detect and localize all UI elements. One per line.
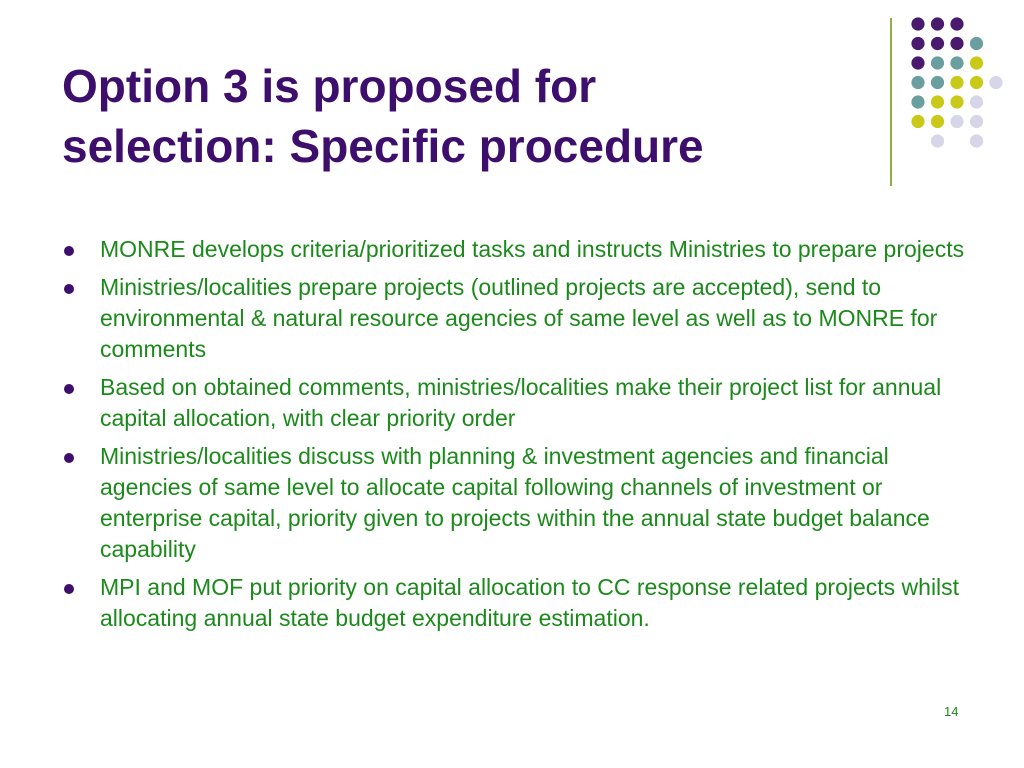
bullet-dot-icon (64, 453, 74, 463)
decorative-dot (970, 37, 983, 50)
decorative-dot (931, 76, 944, 89)
bullet-dot-icon (64, 246, 74, 256)
page-number: 14 (944, 704, 959, 719)
bullet-text: MONRE develops criteria/prioritized tasks and instructs Ministries to prepare projects (100, 236, 965, 262)
bullet-text: Ministries/localities discuss with planning & investment agencies and financial agencies of same level to allocate capital following channels of investment or enterprise capital, priority given to projects within the annual state budget balance capability (100, 443, 930, 562)
decorative-dot (931, 115, 944, 128)
bullet-item (62, 572, 982, 634)
bullet-text: MPI and MOF put priority on capital allocation to CC response related projects whilst allocating annual state budget expenditure estimation. (100, 574, 960, 631)
decorative-dot (911, 95, 924, 108)
bullet-text: Based on obtained comments, ministries/localities make their project list for annual capital allocation, with clear priority order (100, 374, 942, 431)
decorative-dot (911, 37, 924, 50)
decorative-dot (989, 76, 1002, 89)
decorative-dot (950, 95, 963, 108)
decorative-dot (931, 134, 944, 147)
bullet-item (62, 372, 982, 434)
bullet-dot-icon (64, 584, 74, 594)
decorative-dot (950, 76, 963, 89)
decorative-dot (950, 17, 963, 30)
decorative-dot (950, 115, 963, 128)
vertical-divider (890, 18, 892, 186)
slide-title-line-1: Option 3 is proposed for (62, 60, 597, 112)
decorative-dot (931, 95, 944, 108)
decorative-dot (970, 76, 983, 89)
bullet-dot-icon (64, 384, 74, 394)
decorative-dot (950, 37, 963, 50)
decorative-dot (970, 56, 983, 69)
decorative-dot (911, 115, 924, 128)
decorative-dot (970, 134, 983, 147)
bullet-list (62, 234, 982, 641)
decorative-dot (911, 17, 924, 30)
slide-title-line-2: selection: Specific procedure (62, 120, 704, 172)
decorative-dot (931, 37, 944, 50)
bullet-item (62, 441, 982, 565)
decorative-dot (911, 56, 924, 69)
decorative-dot (970, 95, 983, 108)
decorative-dot (950, 56, 963, 69)
bullet-item (62, 234, 982, 265)
bullet-dot-icon (64, 284, 74, 294)
slide-title (62, 56, 862, 176)
bullet-item (62, 272, 982, 365)
decorative-dot (970, 115, 983, 128)
decorative-dot (911, 76, 924, 89)
decorative-dot (931, 56, 944, 69)
decorative-dot (931, 17, 944, 30)
bullet-text: Ministries/localities prepare projects (outlined projects are accepted), send to environmental & natural resource agencies of same level as well as to MONRE for comments (100, 274, 938, 362)
